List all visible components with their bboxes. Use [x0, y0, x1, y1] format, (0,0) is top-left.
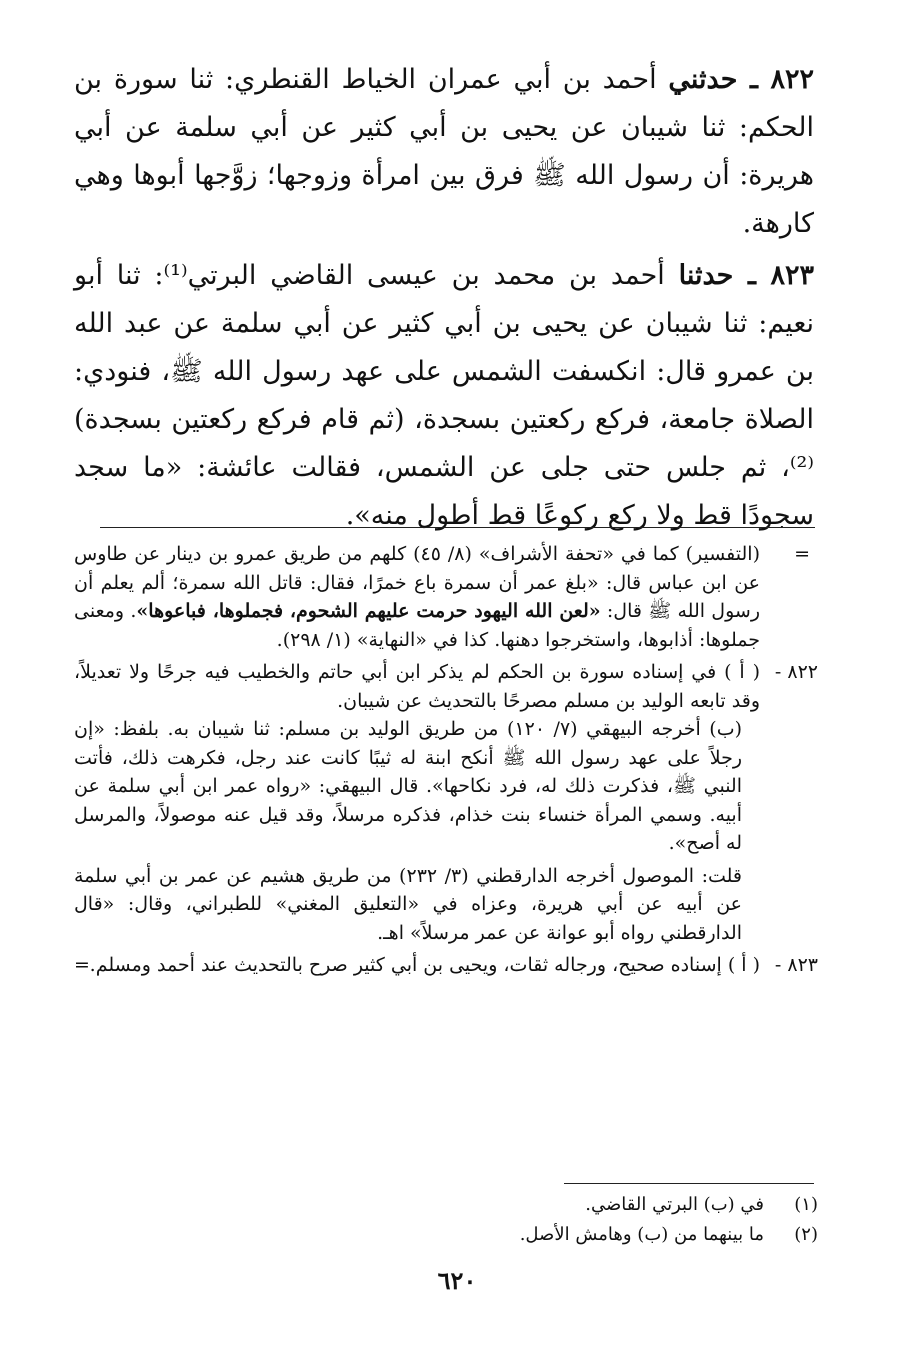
footnote-rule — [564, 1183, 814, 1184]
note-text: قلت: الموصول أخرجه الدارقطني (٣/ ٢٣٢) من طريق هشيم عن عمر بن أبي سلمة عن أبيه عن أبي هريرة، وعزاه في «التعليق المغني» للطبراني، وقال: «قال الدارقطني رواه أبو عوانة عن عمر مرسلاً» اهـ. — [74, 864, 742, 944]
commentary-notes — [74, 540, 818, 984]
note-text: (ب) أخرجه البيهقي (٧/ ١٢٠) من طريق الوليد بن مسلم: ثنا شيبان به. بلفظ: «إن رجلاً على عهد رسول الله ﷺ أنكح ابنة له ثيبًا كانت عند رجل، فكرهت ذلك، فأتت النبي ﷺ، فذكرت ذلك له، فرد نكاحها». قال البيهقي: «رواه عمر ابن أبي سلمة عن أبيه. وسمي المرأة خنساء بنت خذام، فذكره مرسلاً، وقد قيل عنه موصولاً، والمرسل له أصح». — [74, 718, 742, 854]
footnote — [520, 1190, 818, 1220]
hadith-822 — [74, 56, 814, 248]
continuation-mark: = — [794, 543, 810, 565]
separator-rule — [100, 527, 815, 528]
footnote-text: ما بينهما من (ب) وهامش الأصل. — [519, 1224, 764, 1245]
note-number: ٨٢٣ - — [774, 954, 818, 976]
note-text: ( أ ) في إسناده سورة بن الحكم لم يذكر ابن أبي حاتم والخطيب فيه جرحًا ولا تعديلاً، وقد تابعه الوليد بن مسلم مصرحًا بالتحديث عن شيبان. — [74, 661, 760, 712]
hadith-number: ٨٢٣ ـ حدثنا — [678, 260, 814, 291]
hadith-number: ٨٢٢ ـ حدثني — [668, 64, 814, 95]
note-text: . ومعنى جملوها: أذابوها، واستخرجوا دهنها. كذا في «النهاية» (١/ ٢٩٨). — [74, 600, 760, 651]
footnote-text: في (ب) البرتي القاضي. — [585, 1194, 764, 1215]
footnote-number: (٢) — [794, 1224, 818, 1245]
footnote — [520, 1220, 818, 1250]
note-number: ٨٢٢ - — [774, 661, 818, 683]
note-text: ( أ ) إسناده صحيح، ورجاله ثقات، ويحيى بن أبي كثير صرح بالتحديث عند أحمد ومسلم. — [89, 954, 760, 976]
note-continued — [74, 540, 818, 654]
footnotes — [520, 1190, 818, 1250]
hadith-823 — [74, 252, 814, 540]
note-text-bold: «لعن الله اليهود حرمت عليهم الشحوم، فجملوها، فباعوها» — [136, 600, 601, 622]
hadith-text: أحمد بن محمد بن عيسى القاضي البرتي⁽¹⁾: ثنا أبو نعيم: ثنا شيبان عن يحيى بن أبي كثير عن أبي سلمة عن عبد الله بن عمرو قال: انكسفت الشمس على عهد رسول الله ﷺ، فنودي: الصلاة جامعة، فركع ركعتين بسجدة، (ثم قام فركع ركعتين بسجدة)⁽²⁾، ثم جلس حتى جلى عن الشمس، فقالت عائشة: «ما سجد سجودًا قط ولا ركع ركوعًا قط أطول منه». — [74, 260, 814, 531]
footnote-number: (١) — [794, 1194, 818, 1215]
note-text: (التفسير) كما في «تحفة الأشراف» (٨/ ٤٥) كلهم من طريق عمرو بن دينار عن طاوس عن ابن عباس قال: «بلغ عمر أن سمرة باع خمرًا، فقال: قاتل الله سمرة؛ ألم يعلم أن رسول الله ﷺ قال: — [74, 543, 761, 622]
page-number: ٦٢٠ — [437, 1266, 477, 1295]
main-text — [74, 56, 814, 544]
continuation-mark: = — [74, 954, 90, 976]
note-822 — [74, 658, 818, 947]
note-823 — [74, 951, 818, 980]
hadith-text: أحمد بن أبي عمران الخياط القنطري: ثنا سورة بن الحكم: ثنا شيبان عن يحيى بن أبي كثير عن أبي سلمة عن أبي هريرة: أن رسول الله ﷺ فرق بين امرأة وزوجها؛ زوَّجها أبوها وهي كارهة. — [74, 64, 814, 239]
